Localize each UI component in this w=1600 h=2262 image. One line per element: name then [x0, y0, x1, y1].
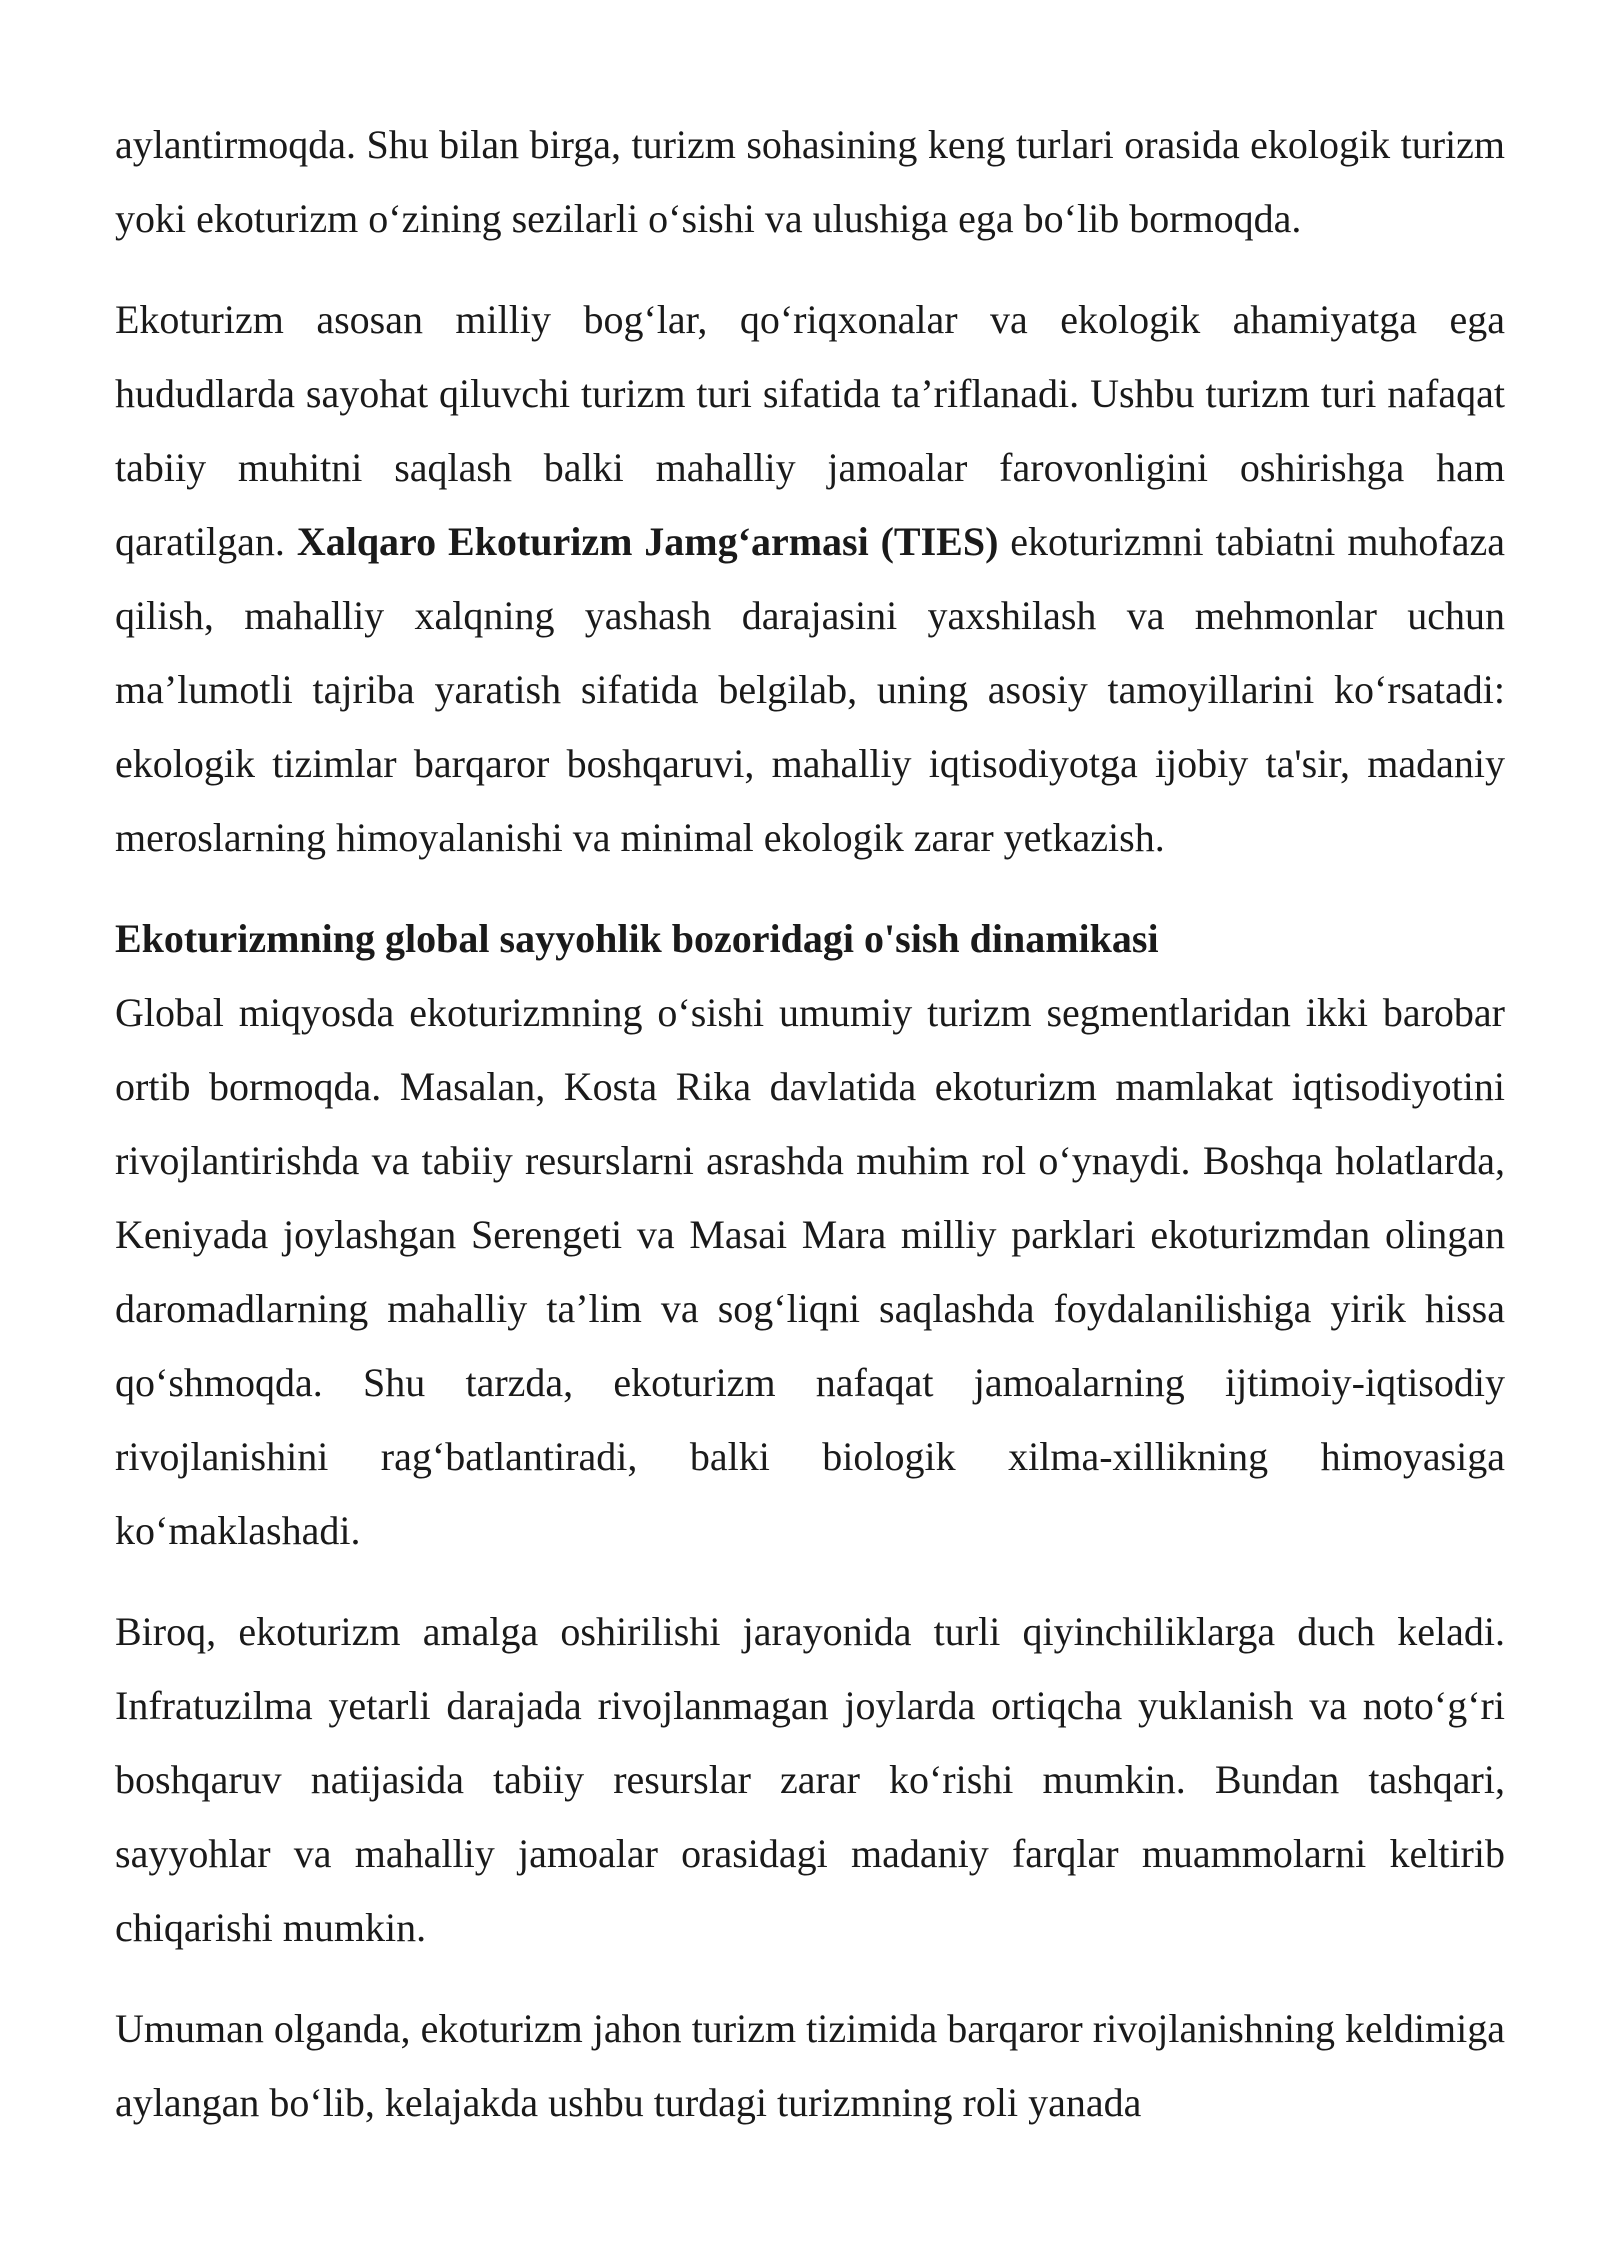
- paragraph-intro-continuation: aylantirmoqda. Shu bilan birga, turizm sohasining keng turlari orasida ekologik turizm yoki ekoturizm o‘zining sezilarli o‘sishi va ulushiga ega bo‘lib bormoqda.: [115, 122, 1505, 241]
- paragraph-text: Ekoturizm asosan milliy bog‘lar, qo‘riqxonalar va ekologik ahamiyatga ega hududlarda sayohat qiluvchi turizm turi sifatida ta’riflanadi. Ushbu turizm turi nafaqat tabiiy muhitni saqlash balki mahalliy jamoalar farovonligini oshirishga ham qaratilgan.: [115, 297, 1505, 564]
- ties-organization-name: Xalqaro Ekoturizm Jamg‘armasi (TIES): [296, 519, 999, 564]
- paragraph-text: ekoturizmni tabiatni muhofaza qilish, mahalliy xalqning yashash darajasini yaxshilash va mehmonlar uchun ma’lumotli tajriba yaratish sifatida belgilab, uning asosiy tamoyillarini ko‘rsatadi: ekologik tizimlar barqaror boshqaruvi, mahalliy iqtisodiyotga ijobiy ta'sir, madaniy meroslarning himoyalanishi va minimal ekologik zarar yetkazish.: [115, 519, 1506, 860]
- paragraph-challenges: Biroq, ekoturizm amalga oshirilishi jarayonida turli qiyinchiliklarga duch keladi. Infratuzilma yetarli darajada rivojlanmagan joylarda ortiqcha yuklanish va noto‘g‘ri boshqaruv natijasida tabiiy resurslar zarar ko‘rishi mumkin. Bundan tashqari, sayyohlar va mahalliy jamoalar orasidagi madaniy farqlar muammolarni keltirib chiqarishi mumkin.: [115, 1609, 1505, 1950]
- paragraph-ecotourism-definition: [115, 283, 1505, 875]
- section-heading: Ekoturizmning global sayyohlik bozoridagi o'sish dinamikasi: [115, 916, 1159, 961]
- paragraph-global-growth: Global miqyosda ekoturizmning o‘sishi umumiy turizm segmentlaridan ikki barobar ortib bormoqda. Masalan, Kosta Rika davlatida ekoturizm mamlakat iqtisodiyotini rivojlantirishda va tabiiy resurslarni asrashda muhim rol o‘ynaydi. Boshqa holatlarda, Keniyada joylashgan Serengeti va Masai Mara milliy parklari ekoturizmdan olingan daromadlarning mahalliy ta’lim va sog‘liqni saqlashda foydalanilishiga yirik hissa qo‘shmoqda. Shu tarzda, ekoturizm nafaqat jamoalarning ijtimoiy-iqtisodiy rivojlanishini rag‘batlantiradi, balki biologik xilma-xillikning himoyasiga ko‘maklashadi.: [115, 990, 1505, 1553]
- document-page: [115, 108, 1505, 2140]
- paragraph-conclusion: Umuman olganda, ekoturizm jahon turizm tizimida barqaror rivojlanishning keldimiga aylangan bo‘lib, kelajakda ushbu turdagi turizmning roli yanada: [115, 2006, 1505, 2125]
